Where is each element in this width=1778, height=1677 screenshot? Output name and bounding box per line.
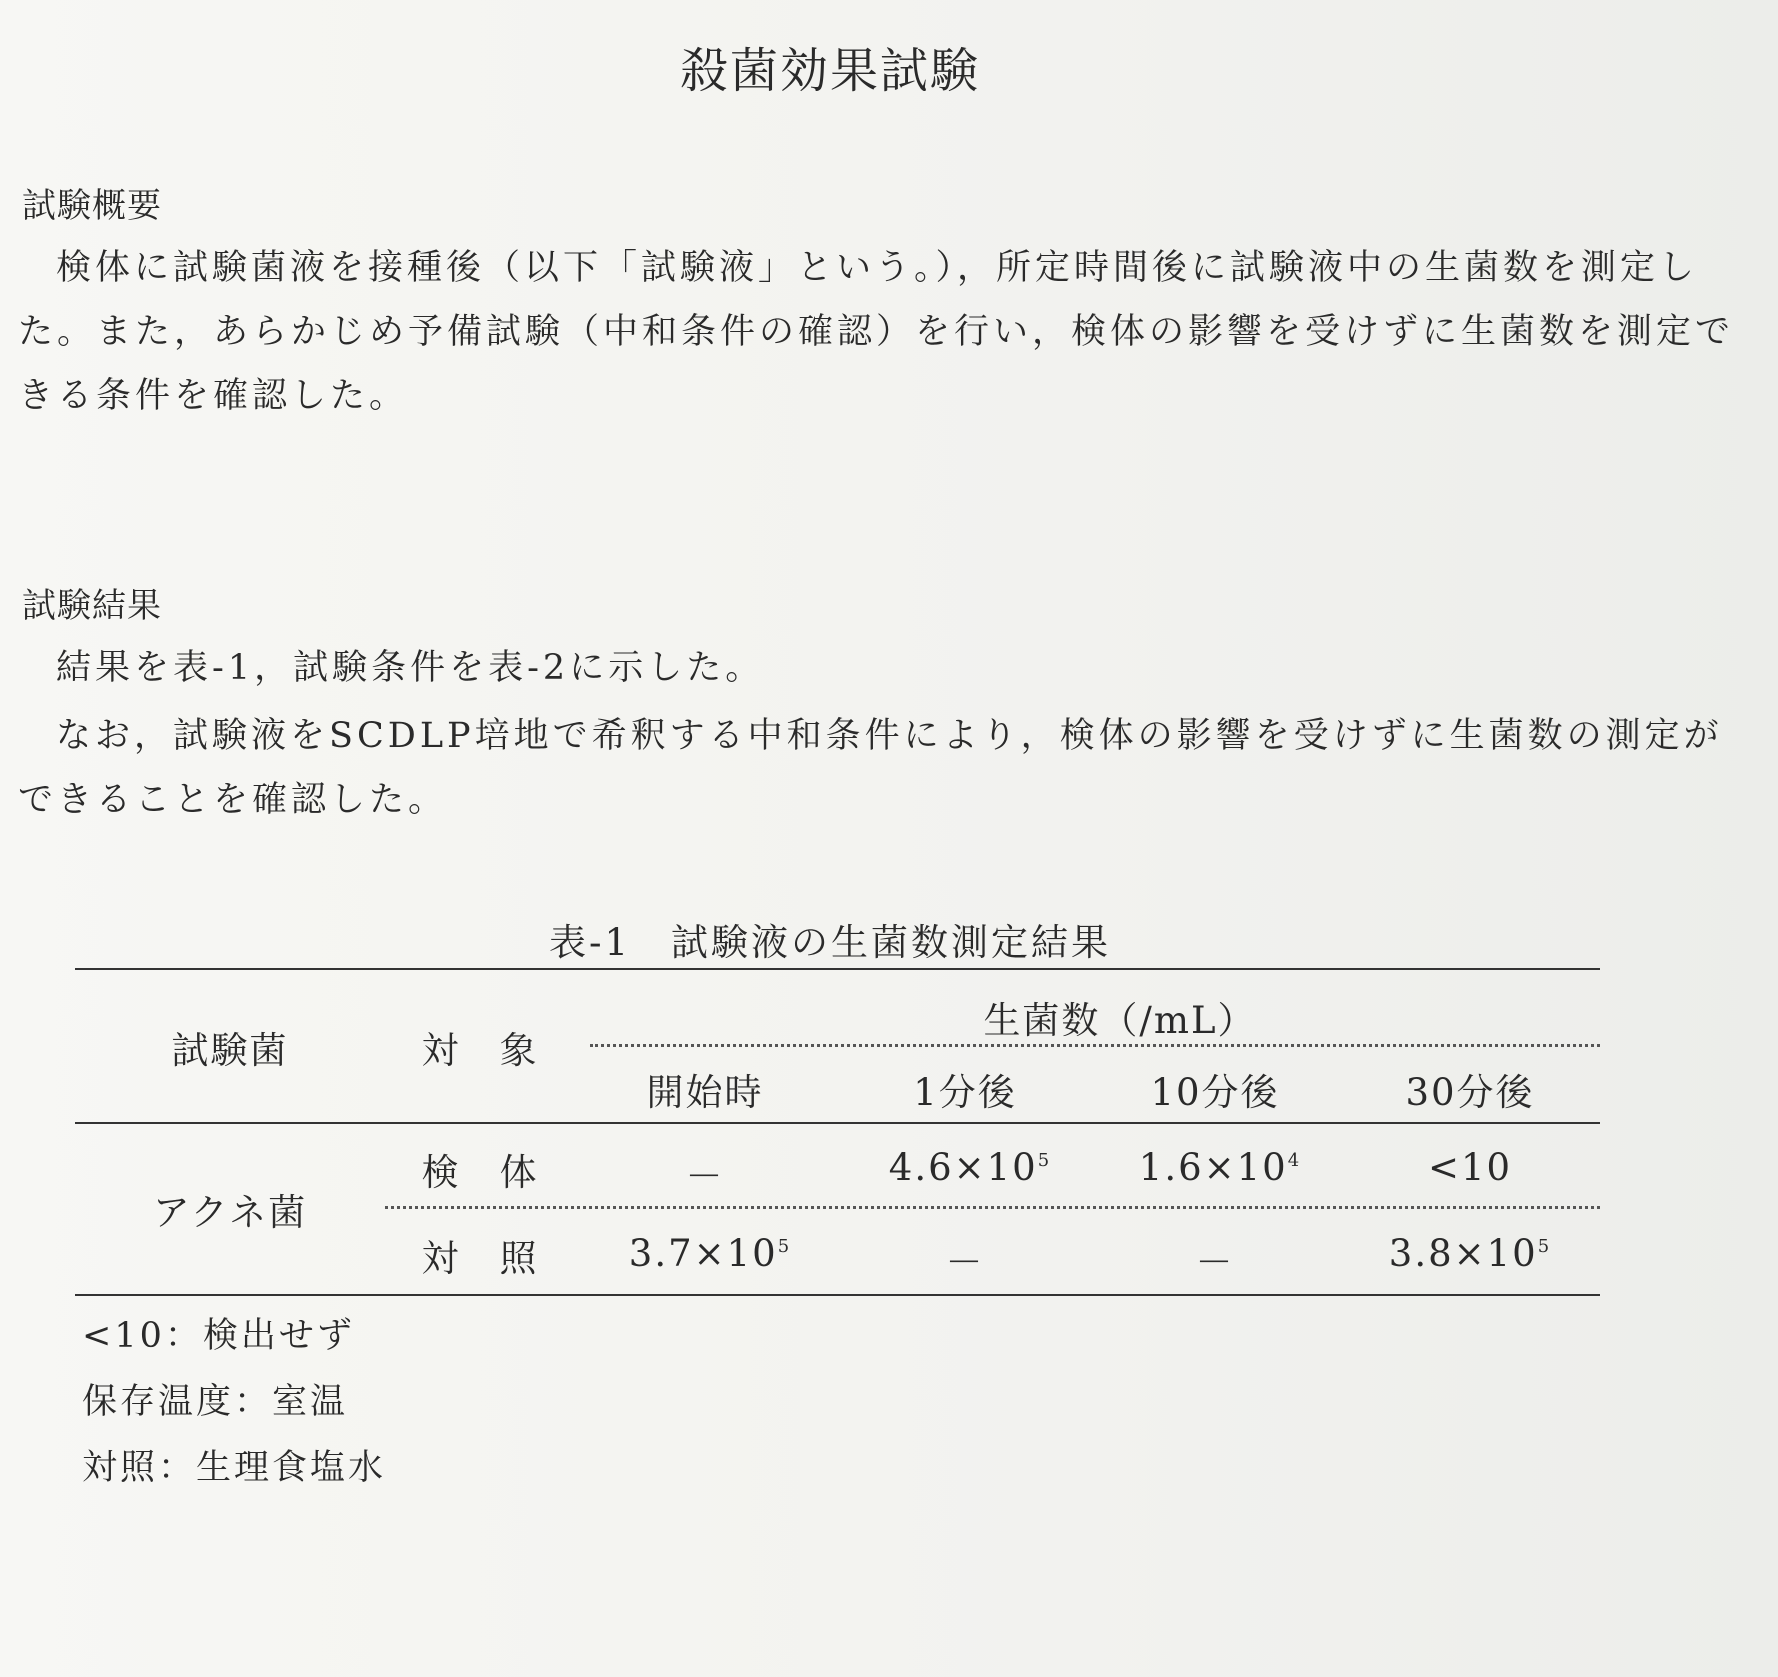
note-control: 対照：生理食塩水	[82, 1448, 387, 1488]
time-header-10min: 10分後	[1150, 1071, 1280, 1114]
cell-sample-start: －	[685, 1155, 725, 1198]
overview-heading: 試験概要	[22, 186, 162, 226]
row-target-control: 対 照	[421, 1237, 539, 1280]
cell-sample-1min: $4.6\times 10^5$	[888, 1146, 1052, 1189]
cell-control-start: $3.7\times 10^5$	[628, 1232, 792, 1275]
overview-paragraph: 検体に試験菌液を接種後（以下「試験液」という。），所定時間後に試験液中の生菌数を測定した。また，あらかじめ予備試験（中和条件の確認）を行い，検体の影響を受けずに生菌数を測定できる条件を確認した。	[18, 248, 1735, 416]
header-viable-count: 生菌数（/mL）	[983, 999, 1257, 1042]
bacteria-name: アクネ菌	[152, 1191, 308, 1234]
table-bottom-rule	[75, 1294, 1600, 1296]
results-paragraph-2: なお，試験液をSCDLP培地で希釈する中和条件により，検体の影響を受けずに生菌数の測定ができることを確認した。	[18, 716, 1723, 820]
header-bacteria: 試験菌	[171, 1029, 289, 1072]
results-paragraph-1: 結果を表-1，試験条件を表-2に示した。	[56, 648, 765, 688]
header-bottom-rule	[75, 1122, 1600, 1124]
document-title: 殺菌効果試験	[679, 43, 980, 99]
time-header-1min: 1分後	[913, 1071, 1017, 1114]
time-header-30min: 30分後	[1405, 1071, 1535, 1114]
header-dotted-rule	[590, 1044, 1600, 1047]
row-dotted-rule	[385, 1206, 1600, 1209]
row-target-sample: 検 体	[421, 1151, 539, 1194]
time-header-start: 開始時	[646, 1071, 764, 1114]
results-heading: 試験結果	[22, 586, 162, 626]
cell-sample-30min: <10	[1427, 1146, 1513, 1189]
cell-control-1min: －	[945, 1241, 985, 1284]
note-storage-temperature: 保存温度：室温	[82, 1382, 349, 1422]
table-caption: 表-1 試験液の生菌数測定結果	[548, 921, 1112, 964]
note-detection-limit: <10：検出せず	[82, 1316, 355, 1356]
table-top-rule	[75, 968, 1600, 970]
header-target: 対 象	[421, 1029, 539, 1072]
cell-sample-10min: $1.6\times 10^4$	[1138, 1146, 1302, 1189]
cell-control-30min: $3.8\times 10^5$	[1388, 1232, 1552, 1275]
cell-control-10min: －	[1195, 1241, 1235, 1284]
